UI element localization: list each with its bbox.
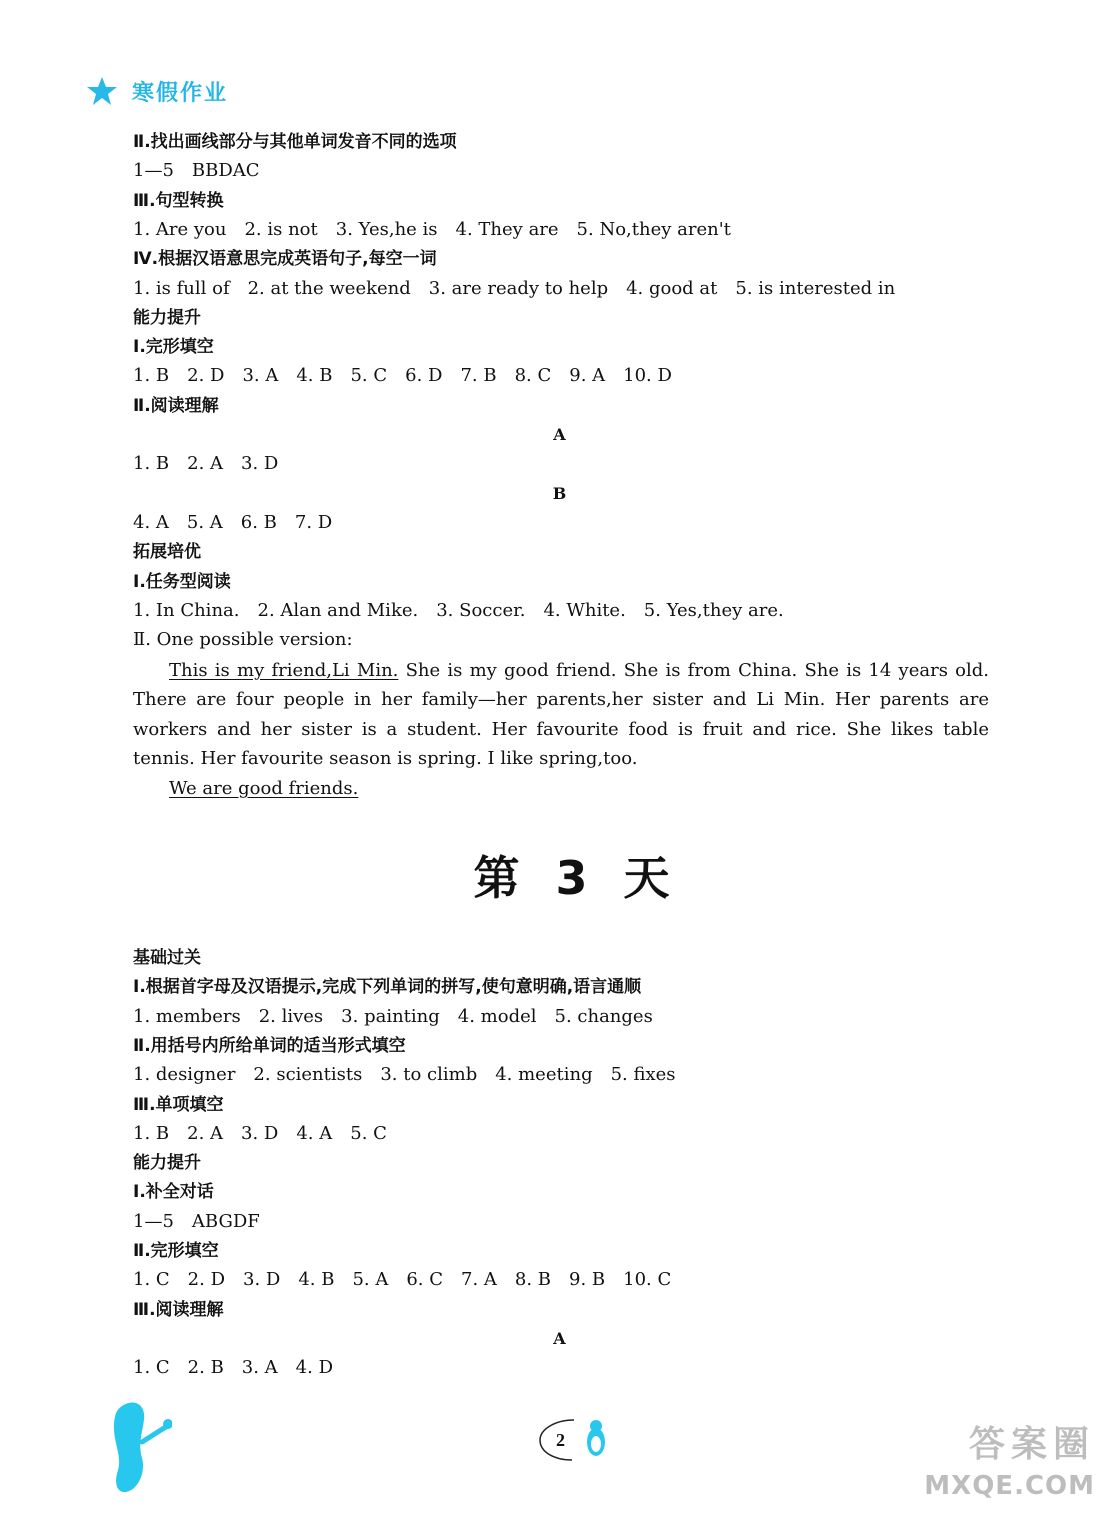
section-heading: Ⅰ.完形填空 — [133, 337, 214, 358]
penguin-icon — [587, 1420, 605, 1456]
subsection-label: B — [552, 483, 567, 503]
answer-line: Ⅱ. One possible version: — [133, 629, 353, 651]
section-heading: 基础过关 — [133, 948, 201, 968]
answer-line: 1. In China. 2. Alan and Mike. 3. Soccer. 4. White. 5. Yes,they are. — [133, 599, 784, 621]
section-heading: Ⅱ.找出画线部分与其他单词发音不同的选项 — [133, 132, 457, 152]
section-heading: Ⅰ.任务型阅读 — [133, 571, 231, 592]
answer-line: 1—5 BBDAC — [133, 160, 260, 182]
day-title: 第 3 天 — [473, 851, 680, 905]
answer-line: 1. is full of 2. at the weekend 3. are ready to help 4. good at 5. is interested in — [133, 277, 896, 299]
section-heading: Ⅲ.单项填空 — [133, 1094, 224, 1115]
watermark-url: MXQE.COM — [924, 1471, 1095, 1501]
essay-closing-paragraph — [133, 774, 989, 803]
section-heading: Ⅰ.根据首字母及汉语提示,完成下列单词的拼写,使句意明确,语言通顺 — [133, 977, 642, 998]
answer-line: 1. B 2. A 3. D 4. A 5. C — [133, 1122, 387, 1144]
answer-line: 1. C 2. B 3. A 4. D — [133, 1357, 334, 1379]
header-title: 寒假作业 — [132, 80, 229, 106]
essay-closing-underlined: We are good friends. — [169, 778, 359, 799]
section-heading: 能力提升 — [133, 1153, 201, 1174]
watermark — [920, 1420, 1095, 1502]
answer-line: 1—5 ABGDF — [133, 1210, 260, 1232]
section-heading: Ⅳ.根据汉语意思完成英语句子,每空一词 — [133, 249, 437, 270]
answer-line: 1. members 2. lives 3. painting 4. model 5. changes — [133, 1005, 653, 1027]
mascot-icon — [108, 1398, 172, 1498]
answer-line: 1. Are you 2. is not 3. Yes,he is 4. They are 5. No,they aren't — [133, 218, 731, 240]
subsection-label: A — [553, 425, 566, 444]
page-number: 2 — [556, 1430, 565, 1450]
section-heading: Ⅱ.阅读理解 — [133, 395, 219, 416]
section-heading: Ⅲ.阅读理解 — [133, 1299, 224, 1320]
section-heading: Ⅰ.补全对话 — [133, 1182, 214, 1203]
star-icon — [86, 75, 118, 107]
section-heading: 拓展培优 — [133, 542, 201, 563]
essay-paragraph — [133, 656, 989, 773]
essay-body: She is my good friend. She is from China. She is 14 years old. There are four people in her family—her parents,her sister and Li Min. Her parents are workers and her sister is a student. Her favourite food is fruit and rice. She likes table tennis. Her favourite season is spring. I like spring,too. — [133, 660, 989, 769]
answer-line: 1. C 2. D 3. D 4. B 5. A 6. C 7. A 8. B 9. B 10. C — [133, 1269, 672, 1291]
section-heading: Ⅲ.句型转换 — [133, 190, 224, 211]
answer-line: 4. A 5. A 6. B 7. D — [133, 511, 333, 533]
section-heading: Ⅱ.用括号内所给单词的适当形式填空 — [133, 1035, 406, 1056]
subsection-label: A — [553, 1328, 566, 1348]
page-header — [86, 74, 228, 108]
answer-line: 1. B 2. D 3. A 4. B 5. C 6. D 7. B 8. C 9. A 10. D — [133, 365, 672, 387]
section-heading: Ⅱ.完形填空 — [133, 1241, 219, 1261]
essay-intro-underlined: This is my friend,Li Min. — [169, 660, 399, 681]
page-number-badge — [536, 1414, 616, 1464]
answer-line: 1. B 2. A 3. D — [133, 453, 279, 475]
watermark-logo-text: 答案圈 — [968, 1424, 1095, 1465]
section-heading: 能力提升 — [133, 307, 201, 328]
answer-line: 1. designer 2. scientists 3. to climb 4. meeting 5. fixes — [133, 1064, 676, 1086]
